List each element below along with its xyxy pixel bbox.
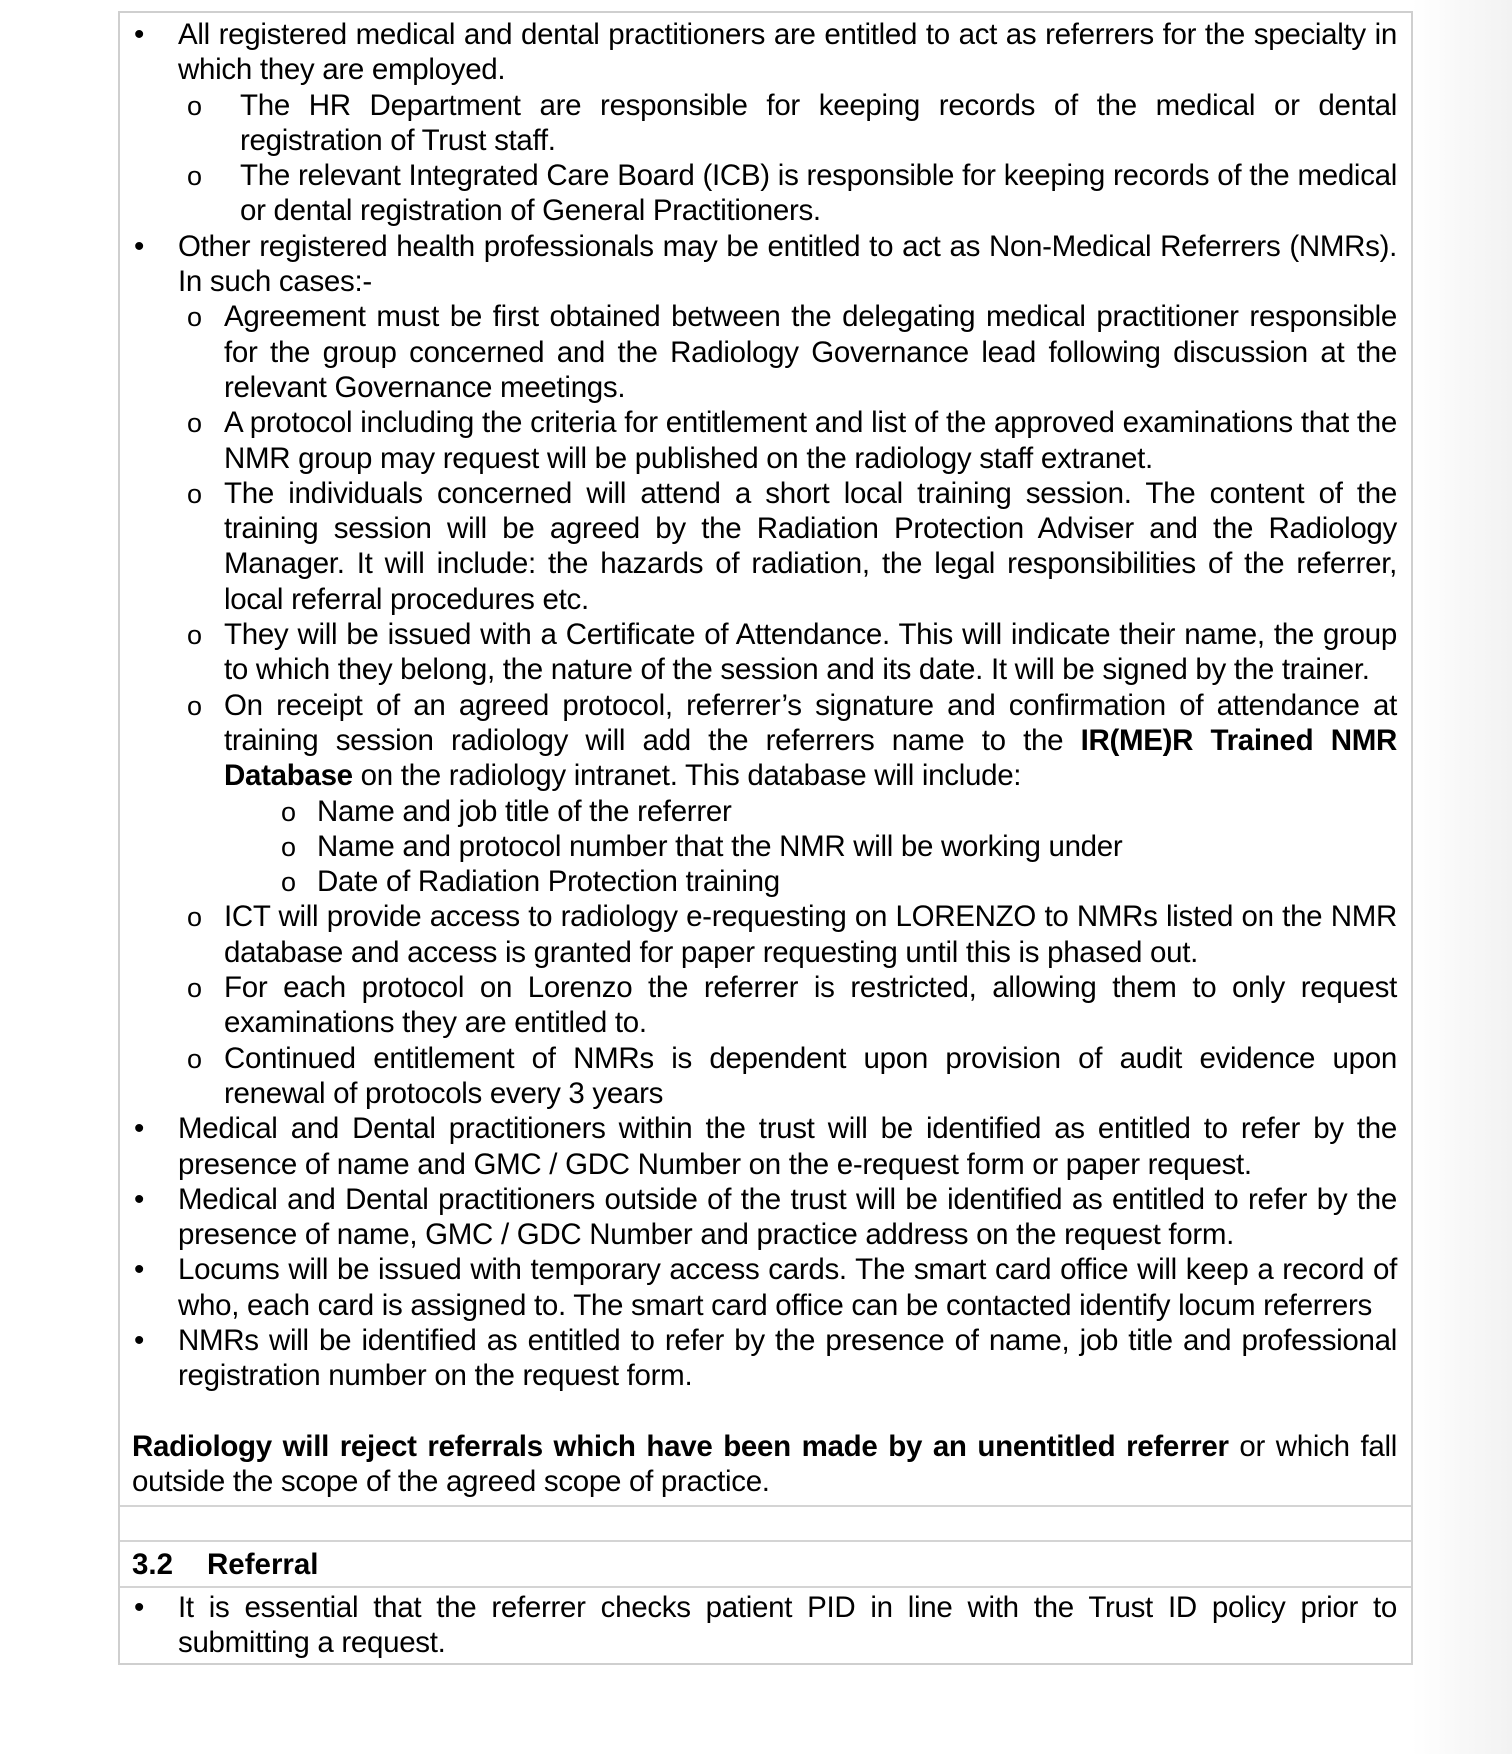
policy-table — [118, 11, 1413, 1665]
list-item-text: NMRs will be identified as entitled to refer by the presence of name, job title and professional registration number on the request form. — [178, 1323, 1397, 1393]
sub-sub-list-item — [132, 829, 1397, 864]
bullet-icon: • — [134, 1253, 145, 1287]
sub-list-item — [132, 158, 1397, 229]
list-item-text: Medical and Dental practitioners outside of the trust will be identified as entitled to refer by the presence of name, GMC / GDC Number and practice address on the request form. — [178, 1182, 1397, 1252]
list-item-text: All registered medical and dental practitioners are entitled to act as referrers for the specialty in which they are employed. — [178, 18, 1397, 87]
sub-list-item-text: A protocol including the criteria for entitlement and list of the approved examinations that the NMR group may request will be published on the radiology staff extranet. — [224, 406, 1397, 475]
hollow-bullet-icon: o — [187, 1043, 203, 1074]
section-heading-row — [120, 1540, 1411, 1586]
hollow-bullet-icon: o — [187, 90, 203, 121]
section-heading — [132, 1546, 1397, 1584]
list-item-text: Medical and Dental practitioners within the trust will be identified as entitled to refer by the presence of name and GMC / GDC Number on the e-request form or paper request. — [178, 1112, 1397, 1181]
list-item-text: It is essential that the referrer checks patient PID in line with the Trust ID policy prior to submitting a request. — [178, 1591, 1397, 1660]
page-edge-shadow — [1412, 0, 1512, 1754]
bullet-icon: • — [134, 1323, 145, 1357]
database-name-bold: IR(ME)R Trained NMR Database — [224, 723, 1397, 793]
hollow-bullet-icon: o — [187, 620, 203, 651]
sub-list-item-text: The individuals concerned will attend a short local training session. The content of the training session will be agreed by the Radiation Protection Adviser and the Radiology Manager. It will include: the hazards of radiation, the legal responsibilities of the referrer, local referral procedures etc. — [224, 476, 1397, 616]
sub-list-item — [132, 476, 1397, 617]
text-run: On receipt of an agreed protocol, referrer’s signature and confirmation of attendance at training session radiology will add the referrers name to the — [224, 688, 1397, 757]
list-item-text: Locums will be issued with temporary access cards. The smart card office will keep a record of who, each card is assigned to. The smart card office can be contacted identify locum referrers — [178, 1253, 1397, 1322]
sub-list-item — [132, 88, 1397, 159]
sub-list-item — [132, 970, 1397, 1041]
sub-list-item — [132, 617, 1397, 688]
sub-list-item-text: Agreement must be first obtained between the delegating medical practitioner responsible for the group concerned and the Radiology Governance lead following discussion at the relevant Governance meetings. — [224, 300, 1397, 404]
sub-list-item — [132, 405, 1397, 476]
sub-list-item — [132, 299, 1397, 405]
closing-paragraph — [132, 1429, 1397, 1500]
section-number: 3.2 — [132, 1548, 174, 1582]
sub-sub-list-item-text: Date of Radiation Protection training — [317, 865, 780, 899]
section-3-2-content-cell — [120, 1586, 1411, 1663]
hollow-bullet-icon: o — [187, 161, 203, 192]
sub-list-item-text: For each protocol on Lorenzo the referrer is restricted, allowing them to only request examinations they are entitled to. — [224, 971, 1397, 1040]
hollow-bullet-icon: o — [187, 690, 203, 721]
bullet-icon: • — [134, 1112, 145, 1146]
list-item — [132, 1590, 1397, 1661]
hollow-bullet-icon: o — [187, 902, 203, 933]
text-run: on the radiology intranet. This database will include: — [352, 759, 1022, 793]
sub-list-item-text: The HR Department are responsible for keeping records of the medical or dental registration of Trust staff. — [240, 88, 1397, 157]
list-item — [132, 229, 1397, 300]
sub-list-item-text: The relevant Integrated Care Board (ICB) is responsible for keeping records of the medical or dental registration of General Practitioners. — [240, 159, 1397, 228]
sub-sub-list-item — [132, 794, 1397, 829]
sub-list-item-text: They will be issued with a Certificate of Attendance. This will indicate their name, the group to which they belong, the nature of the session and its date. It will be signed by the trainer. — [224, 618, 1397, 687]
list-item — [132, 17, 1397, 88]
sub-list-item — [132, 688, 1397, 794]
sub-sub-list-item-text: Name and protocol number that the NMR will be working under — [317, 829, 1123, 863]
sub-list-item-text: ICT will provide access to radiology e-requesting on LORENZO to NMRs listed on the NMR database and access is granted for paper requesting until this is phased out. — [224, 900, 1397, 969]
bullet-icon: • — [134, 229, 145, 263]
sub-sub-list-item — [132, 864, 1397, 899]
paragraph-spacer — [132, 1394, 1397, 1429]
sub-list-item — [132, 899, 1397, 970]
closing-bold-text: Radiology will reject referrals which have been made by an unentitled referrer — [132, 1429, 1229, 1463]
section-3-1-content-cell — [120, 13, 1411, 1505]
sub-sub-list-item-text: Name and job title of the referrer — [317, 794, 732, 828]
list-item-text: Other registered health professionals may be entitled to act as Non-Medical Referrers (NMRs). In such cases:- — [178, 229, 1397, 299]
sub-list-item-text — [224, 688, 1397, 794]
hollow-bullet-icon: o — [187, 973, 203, 1004]
bullet-icon: • — [134, 1591, 145, 1625]
list-item — [132, 1252, 1397, 1323]
closing-normal-text: or which fall outside the scope of the agreed scope of practice. — [132, 1429, 1397, 1498]
list-item — [132, 1323, 1397, 1394]
list-item — [132, 1182, 1397, 1253]
empty-table-row — [120, 1505, 1411, 1540]
bullet-icon: • — [134, 1182, 145, 1216]
section-title: Referral — [207, 1548, 319, 1582]
hollow-bullet-icon: o — [187, 478, 203, 509]
list-item — [132, 1111, 1397, 1182]
bullet-icon: • — [134, 18, 145, 51]
hollow-bullet-icon: o — [281, 831, 297, 862]
hollow-bullet-icon: o — [281, 867, 297, 898]
sub-list-item-text: Continued entitlement of NMRs is dependent upon provision of audit evidence upon renewal of protocols every 3 years — [224, 1041, 1397, 1110]
sub-list-item — [132, 1041, 1397, 1112]
hollow-bullet-icon: o — [187, 408, 203, 439]
hollow-bullet-icon: o — [187, 302, 203, 333]
hollow-bullet-icon: o — [281, 796, 297, 827]
